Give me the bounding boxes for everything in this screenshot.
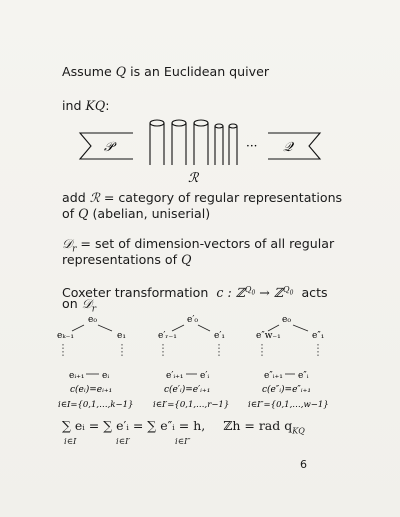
- coxeter-arrow: → ℤ: [259, 285, 284, 301]
- dr-line-2-text: representations of: [62, 252, 178, 267]
- sum-index-3: i∈I″: [175, 437, 191, 447]
- tubes: [150, 120, 237, 165]
- coxeter-sup-2: Q: [283, 285, 290, 294]
- tube-2: [172, 120, 186, 165]
- preinjective-shape: [268, 133, 320, 159]
- on-text: on: [62, 296, 78, 311]
- radical-equation: ℤh = rad q: [223, 418, 293, 433]
- tube-4: [215, 124, 223, 165]
- quiver-symbol-2: Q: [78, 206, 89, 221]
- cycle-2-bottom-right: e′ᵢ: [200, 371, 210, 381]
- of-text: of: [62, 206, 75, 221]
- add-r-rest: = category of regular representations: [103, 190, 343, 205]
- cycle-2-top: e′₀: [187, 315, 198, 325]
- cycle-3-left: e″w₋₁: [256, 331, 281, 341]
- regular-label: ℛ: [188, 171, 199, 186]
- of-q-line: [62, 206, 210, 222]
- page-number: 6: [300, 458, 307, 471]
- regular-symbol: ℛ: [89, 190, 100, 205]
- coxeter-cycles: [0, 308, 400, 418]
- add-r-line: [62, 190, 342, 206]
- acts-text: acts: [301, 285, 328, 301]
- coxeter-map: c : ℤ: [216, 285, 245, 301]
- ind-line: [62, 98, 109, 114]
- cycle-1-right: e₁: [117, 331, 126, 341]
- cycle-3-bottom-left: e″ᵢ₊₁: [264, 371, 283, 381]
- cycle-2-rule: c(e′ᵢ)=e′ᵢ₊₁: [164, 385, 211, 395]
- cycle-1-rule: c(eᵢ)=eᵢ₊₁: [70, 385, 113, 395]
- cycle-3-top: e₀: [282, 315, 291, 325]
- ind-colon: :: [105, 98, 110, 113]
- add-text: add: [62, 190, 86, 205]
- kq-symbol: KQ: [85, 98, 106, 113]
- cycle-3: [248, 315, 329, 410]
- sum-indices: [64, 434, 191, 450]
- radical-subscript: KQ: [292, 426, 305, 436]
- preprojective-label: 𝒫: [104, 140, 114, 155]
- assume-rest: is an Euclidean quiver: [130, 64, 270, 79]
- tube-1: [150, 120, 164, 165]
- sum-index-1: i∈I: [64, 437, 77, 447]
- tube-5: [229, 124, 237, 165]
- quiver-symbol: Q: [115, 64, 127, 79]
- preinjective-label: 𝒬: [283, 140, 293, 155]
- ar-quiver-diagram: [0, 114, 400, 194]
- on-dr-symbol: 𝒟: [81, 296, 92, 311]
- sum-index-2: i∈I′: [116, 437, 131, 447]
- cycle-2-bottom-left: e′ᵢ₊₁: [166, 371, 184, 381]
- dr-subscript: r: [72, 244, 77, 255]
- cycle-1-bottom-right: eᵢ: [102, 371, 110, 381]
- cycle-1: [57, 315, 133, 410]
- coxeter-sup-2-sub: 0: [289, 289, 294, 297]
- cycle-1-index: i∈I={0,1,…,k−1}: [58, 400, 134, 410]
- tube-3: [194, 120, 208, 165]
- coxeter-text: Coxeter transformation: [62, 285, 209, 301]
- of-q-rest: (abelian, uniserial): [92, 206, 211, 221]
- coxeter-line: [62, 282, 328, 302]
- cycle-1-top: e₀: [88, 315, 97, 325]
- cycle-3-rule: c(e″ᵢ)=e″ᵢ₊₁: [262, 385, 311, 395]
- cycle-2-right: e′₁: [214, 331, 225, 341]
- assume-text: Assume: [62, 64, 112, 79]
- dr-line-2: [62, 252, 191, 268]
- dr-symbol: 𝒟: [62, 236, 73, 251]
- cycle-2: [153, 315, 229, 410]
- dr-line-1-rest: = set of dimension-vectors of all regular: [80, 236, 335, 251]
- coxeter-sup-1: Q: [244, 285, 252, 294]
- cycle-1-bottom-left: eᵢ₊₁: [69, 371, 85, 381]
- cycle-3-bottom-right: e″ᵢ: [298, 371, 309, 381]
- cycle-2-index: i∈I′={0,1,…,r−1}: [153, 400, 230, 410]
- cycle-3-index: i∈I″={0,1,…,w−1}: [248, 400, 329, 410]
- continuation-dots: ···: [246, 139, 258, 153]
- assume-line: [62, 64, 269, 80]
- sum-equation: ∑ eᵢ = ∑ e′ᵢ = ∑ e″ᵢ = h,: [62, 418, 206, 433]
- cycle-1-left: eₖ₋₁: [57, 331, 74, 341]
- quiver-symbol-3: Q: [181, 252, 192, 267]
- coxeter-sup-1-sub: 0: [251, 289, 256, 297]
- on-dr-subscript: r: [91, 304, 97, 315]
- ind-text: ind: [62, 98, 82, 113]
- cycle-3-right: e″₁: [312, 331, 325, 341]
- cycle-2-left: e′ᵣ₋₁: [158, 331, 177, 341]
